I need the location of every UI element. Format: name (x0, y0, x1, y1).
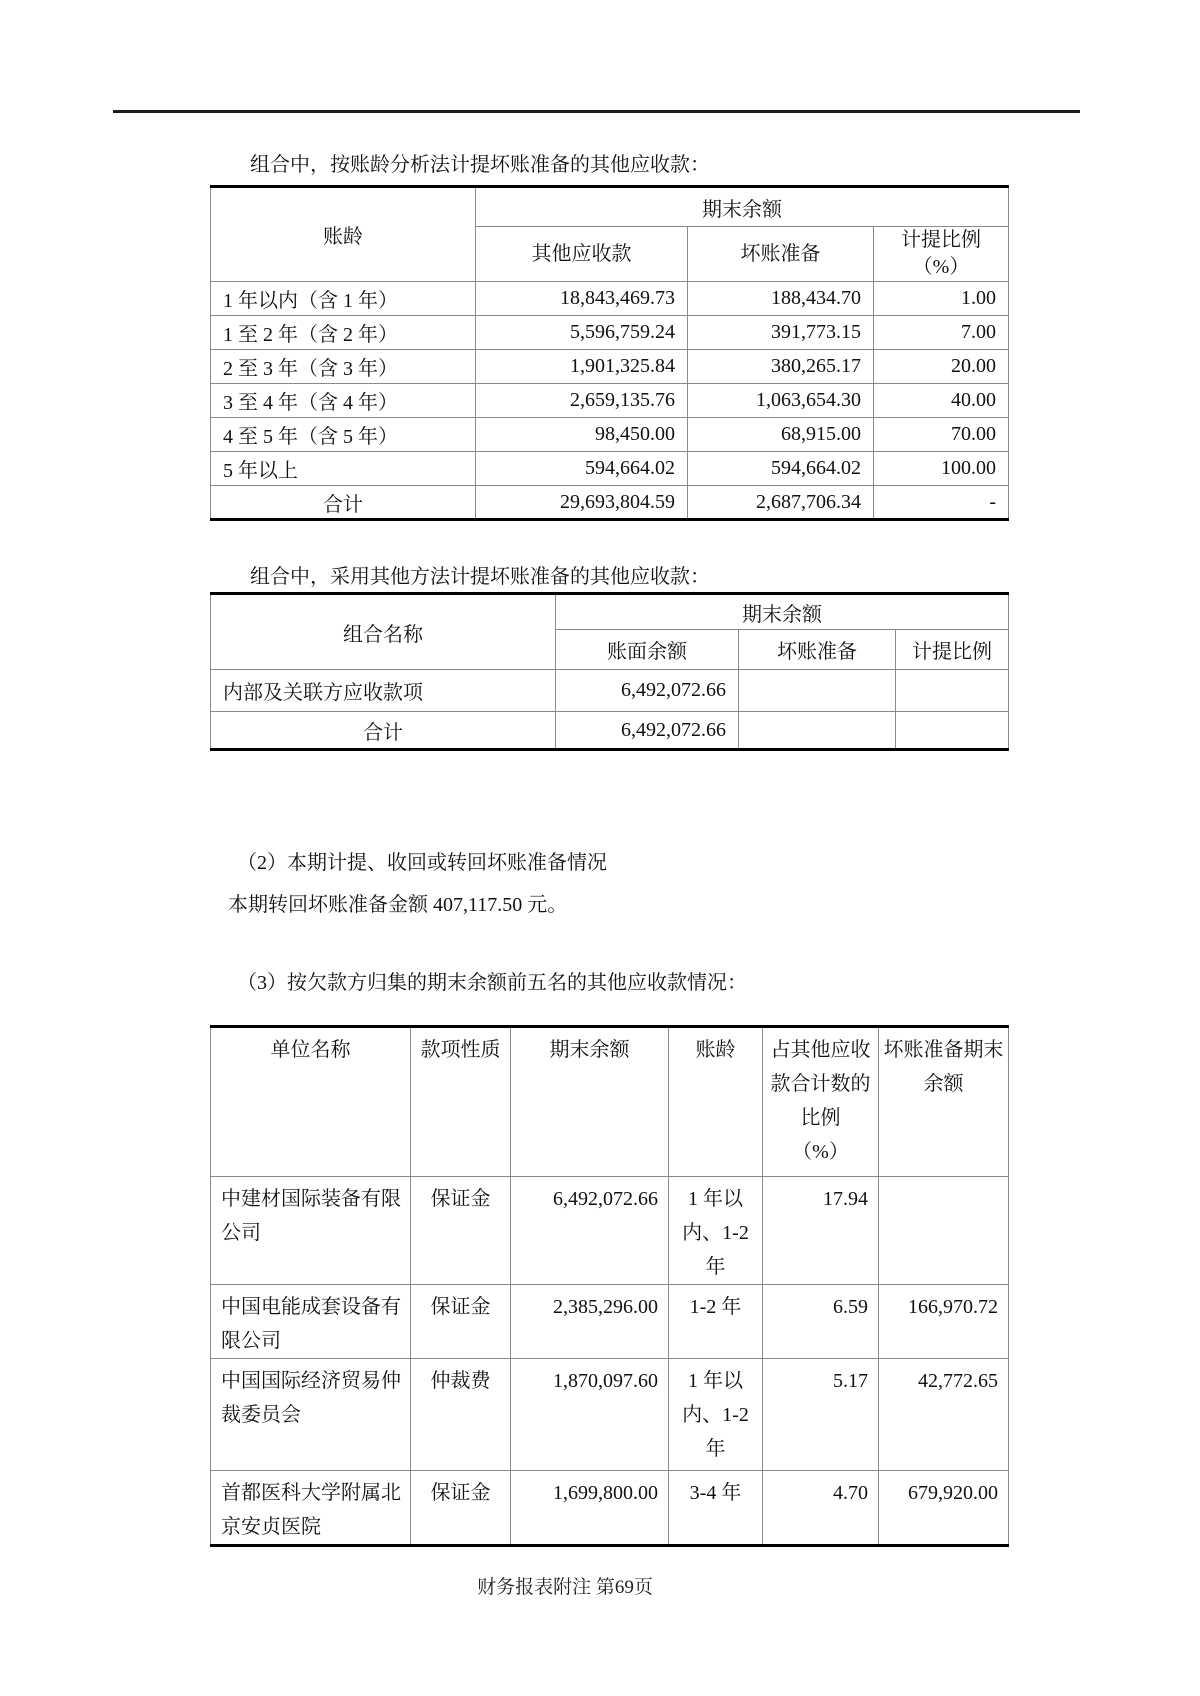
table-row (211, 1471, 1009, 1546)
unit-name-cell: 中国国际经济贸易仲裁委员会 (211, 1359, 411, 1471)
table-row (211, 1177, 1009, 1285)
other-method-intro-text: 组合中，采用其他方法计提坏账准备的其他应收款： (250, 566, 710, 588)
aging-cell: 1-2 年 (669, 1285, 763, 1359)
total-ratio-cell (896, 712, 1009, 750)
aging-cell: 1 年以内、1-2 年 (669, 1177, 763, 1285)
ratio-cell: 20.00 (874, 350, 1009, 384)
provision-ratio-header-line2: （%） (912, 256, 970, 278)
receivable-cell: 98,450.00 (476, 418, 688, 452)
balance-cell: 2,385,296.00 (511, 1285, 669, 1359)
receivable-cell: 2,659,135.76 (476, 384, 688, 418)
table-row (211, 282, 1009, 316)
aging-cell: 1 年以内、1-2 年 (669, 1359, 763, 1471)
provision-cell (879, 1177, 1009, 1285)
table-row (211, 350, 1009, 384)
ending-balance-group-header: 期末余额 (476, 187, 1009, 227)
ratio-header-unit: （%） (792, 1141, 849, 1163)
table-row (211, 452, 1009, 486)
unit-name-cell: 首都医科大学附属北京安贞医院 (211, 1471, 411, 1546)
provision-ratio-col-header (874, 227, 1009, 282)
table-total-row (211, 486, 1009, 520)
aging-label-cell: 3 至 4 年（含 4 年） (211, 384, 476, 418)
total-provision-cell (739, 712, 896, 750)
table-header-row (211, 1027, 1009, 1177)
aging-cell: 3-4 年 (669, 1471, 763, 1546)
ratio-cell: 17.94 (763, 1177, 879, 1285)
table-row (211, 384, 1009, 418)
provision-cell: 188,434.70 (688, 282, 874, 316)
page-footer: 财务报表附注 第69页 (477, 1577, 653, 1598)
top5-table (210, 1025, 1009, 1547)
ratio-col-header (763, 1027, 879, 1177)
ratio-cell (896, 670, 1009, 712)
table-row (211, 418, 1009, 452)
ending-balance-col-header: 期末余额 (511, 1027, 669, 1177)
provision-cell: 391,773.15 (688, 316, 874, 350)
portfolio-name-cell: 内部及关联方应收款项 (211, 670, 556, 712)
provision-cell: 68,915.00 (688, 418, 874, 452)
provision-change-body: 本期转回坏账准备金额 407,117.50 元。 (228, 894, 568, 916)
table-row (211, 670, 1009, 712)
provision-cell: 380,265.17 (688, 350, 874, 384)
aging-label-cell: 1 至 2 年（含 2 年） (211, 316, 476, 350)
total-receivable-cell: 29,693,804.59 (476, 486, 688, 520)
provision-col-header: 坏账准备期末余额 (879, 1027, 1009, 1177)
nature-cell: 保证金 (411, 1285, 511, 1359)
provision-change-title: （2）本期计提、收回或转回坏账准备情况 (237, 852, 607, 874)
ratio-cell: 6.59 (763, 1285, 879, 1359)
provision-cell: 679,920.00 (879, 1471, 1009, 1546)
total-label-cell: 合计 (211, 486, 476, 520)
provision-cell: 594,664.02 (688, 452, 874, 486)
balance-cell: 1,870,097.60 (511, 1359, 669, 1471)
balance-cell: 6,492,072.66 (511, 1177, 669, 1285)
table-row (211, 316, 1009, 350)
ratio-cell: 4.70 (763, 1471, 879, 1546)
receivable-cell: 18,843,469.73 (476, 282, 688, 316)
nature-col-header: 款项性质 (411, 1027, 511, 1177)
provision-cell: 42,772.65 (879, 1359, 1009, 1471)
ratio-cell: 5.17 (763, 1359, 879, 1471)
table-row (211, 1285, 1009, 1359)
book-balance-col-header: 账面余额 (556, 630, 739, 670)
ratio-cell: 70.00 (874, 418, 1009, 452)
nature-cell: 保证金 (411, 1471, 511, 1546)
provision-cell (739, 670, 896, 712)
page-header-rule (113, 110, 1080, 113)
book-balance-cell: 6,492,072.66 (556, 670, 739, 712)
unit-name-cell: 中国电能成套设备有限公司 (211, 1285, 411, 1359)
ratio-cell: 100.00 (874, 452, 1009, 486)
provision-cell: 166,970.72 (879, 1285, 1009, 1359)
table-row (211, 1359, 1009, 1471)
other-receivables-col-header: 其他应收款 (476, 227, 688, 282)
bad-debt-provision-col-header: 坏账准备 (688, 227, 874, 282)
provision-ratio-header-line1: 计提比例 (901, 229, 981, 251)
aging-intro-text: 组合中，按账龄分析法计提坏账准备的其他应收款： (250, 154, 710, 176)
top5-title: （3）按欠款方归集的期末余额前五名的其他应收款情况： (237, 972, 747, 994)
receivable-cell: 1,901,325.84 (476, 350, 688, 384)
total-book-balance-cell: 6,492,072.66 (556, 712, 739, 750)
aging-col-header: 账龄 (211, 187, 476, 282)
total-ratio-cell: - (874, 486, 1009, 520)
balance-cell: 1,699,800.00 (511, 1471, 669, 1546)
provision-cell: 1,063,654.30 (688, 384, 874, 418)
ratio-cell: 1.00 (874, 282, 1009, 316)
ratio-cell: 40.00 (874, 384, 1009, 418)
portfolio-name-col-header: 组合名称 (211, 594, 556, 670)
aging-table (210, 185, 1009, 521)
aging-col-header: 账龄 (669, 1027, 763, 1177)
total-label-cell: 合计 (211, 712, 556, 750)
nature-cell: 仲裁费 (411, 1359, 511, 1471)
table-header-row (211, 187, 1009, 227)
table-header-row (211, 594, 1009, 630)
other-method-table (210, 592, 1009, 751)
aging-label-cell: 2 至 3 年（含 3 年） (211, 350, 476, 384)
aging-label-cell: 1 年以内（含 1 年） (211, 282, 476, 316)
table-total-row (211, 712, 1009, 750)
aging-label-cell: 4 至 5 年（含 5 年） (211, 418, 476, 452)
unit-name-col-header: 单位名称 (211, 1027, 411, 1177)
aging-label-cell: 5 年以上 (211, 452, 476, 486)
unit-name-cell: 中建材国际装备有限公司 (211, 1177, 411, 1285)
receivable-cell: 5,596,759.24 (476, 316, 688, 350)
total-provision-cell: 2,687,706.34 (688, 486, 874, 520)
ending-balance-group-header: 期末余额 (556, 594, 1009, 630)
bad-debt-provision-col-header: 坏账准备 (739, 630, 896, 670)
provision-ratio-col-header: 计提比例 (896, 630, 1009, 670)
receivable-cell: 594,664.02 (476, 452, 688, 486)
ratio-header-text: 占其他应收款合计数的比例 (770, 1039, 871, 1129)
ratio-cell: 7.00 (874, 316, 1009, 350)
nature-cell: 保证金 (411, 1177, 511, 1285)
